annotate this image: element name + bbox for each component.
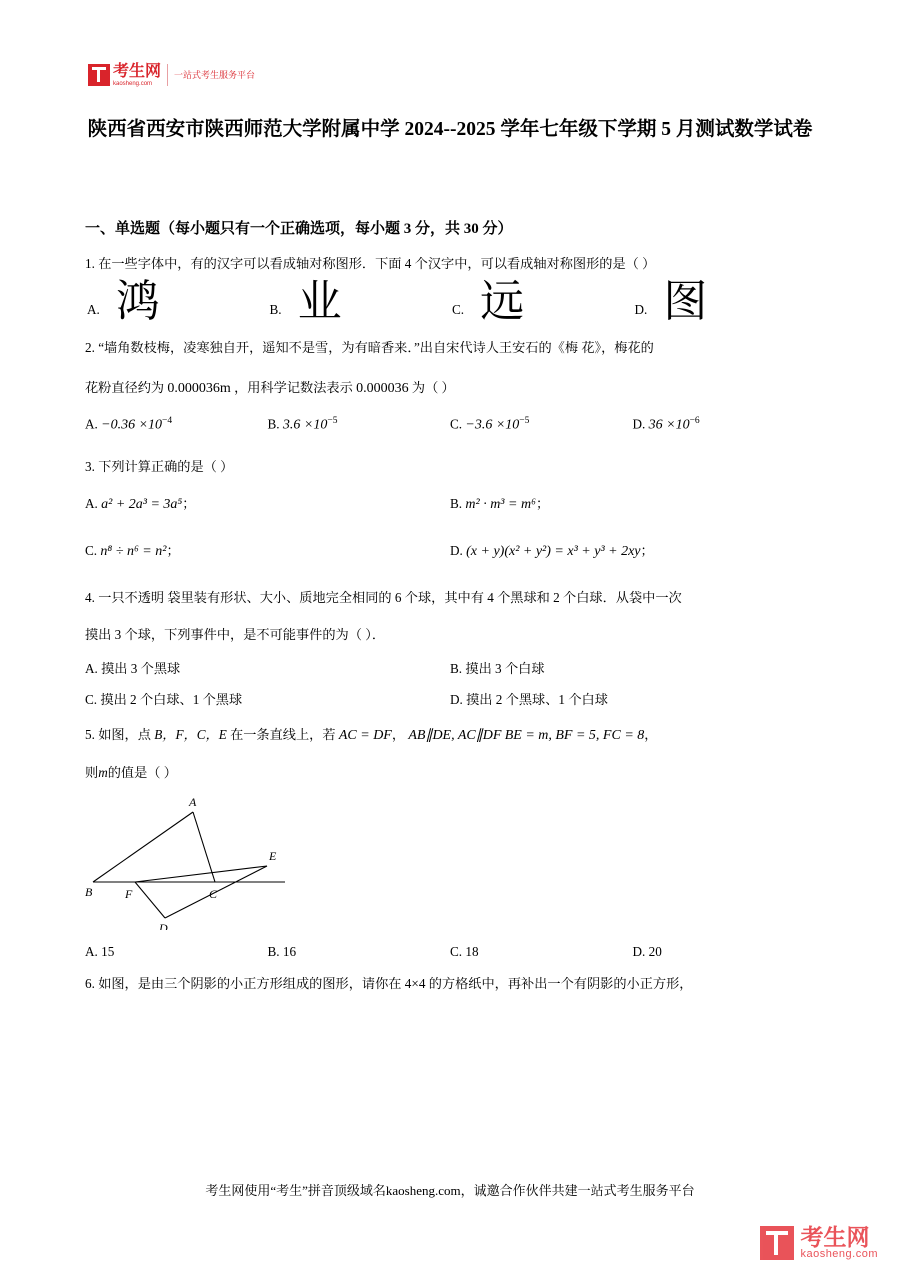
page-footer <box>0 1180 900 1199</box>
choice-text: 20 <box>648 943 662 959</box>
choice-base: 3.6 ×10 <box>282 417 328 433</box>
question-5-cond-1: AC = DF <box>338 728 392 744</box>
choice-label: C. <box>85 691 98 707</box>
question-2-text-2a: 花粉直径约为 <box>85 380 165 396</box>
choice-hanzi: 鸿 <box>115 276 160 326</box>
choice-formula: a² + 2a³ = 3a⁵ <box>101 496 183 512</box>
question-1-text: 在一些字体中，有的汉字可以看成轴对称图形．下面 4 个汉字中，可以看成轴对称图形的是（ ） <box>98 255 656 271</box>
choice-punct: ； <box>182 495 196 511</box>
q5-comma2: ， <box>644 727 658 743</box>
question-2-choices <box>85 414 815 435</box>
question-2-text-1: “墙角数枝梅，凌寒独自开，遥知不是雪，为有暗香来．”出自宋代诗人王安石的《梅 花》，梅花的 <box>98 339 654 355</box>
question-4-choice-d <box>450 690 815 710</box>
choice-text: 摸出 2 个黑球、1 个白球 <box>466 691 608 707</box>
question-4-number: 4. <box>85 589 95 605</box>
choice-text: 15 <box>101 943 115 959</box>
footer-domain: kaosheng.com <box>385 1183 461 1198</box>
question-5-cond-2: AB∥DE, AC∥DF <box>408 728 502 744</box>
choice-exponent: −5 <box>327 416 338 427</box>
question-3-stem <box>85 457 815 477</box>
choice-label: D. <box>450 542 463 558</box>
question-1-number: 1. <box>85 255 95 271</box>
choice-base: −0.36 ×10 <box>101 417 163 433</box>
choice-label: D. <box>634 302 648 318</box>
question-1-choices <box>85 276 815 326</box>
choice-label: B. <box>267 416 280 432</box>
choice-base: −3.6 ×10 <box>465 417 520 433</box>
choice-label: A. <box>85 495 98 511</box>
question-3-choices-row2 <box>85 541 815 562</box>
q5-comma1: ， <box>391 727 406 743</box>
section-heading: 一、单选题（每小题只有一个正确选项，每小题 3 分，共 30 分） <box>85 221 513 237</box>
question-3-choices-row1 <box>85 494 815 515</box>
question-5-choices <box>85 942 815 962</box>
choice-label: B. <box>267 943 280 959</box>
choice-label: C. <box>450 416 463 432</box>
logo-mark-icon <box>88 64 110 86</box>
watermark-text <box>800 1225 878 1261</box>
question-5-text-a: 如图，点 <box>98 727 151 743</box>
question-4-choices-row2 <box>85 690 815 710</box>
choice-label: B. <box>450 660 463 676</box>
question-2-value-1: 0.000036m <box>167 381 231 397</box>
question-5-choice-c <box>450 942 633 962</box>
question-5-var: m <box>98 765 108 781</box>
question-5-number: 5. <box>85 727 95 743</box>
question-6-text: 如图，是由三个阴影的小正方形组成的图形，请你在 4×4 的方格纸中，再补出一个有阴影的小正方形， <box>98 975 693 991</box>
watermark-mark-icon <box>760 1226 794 1260</box>
choice-base: 36 ×10 <box>648 417 690 433</box>
logo-text <box>113 64 161 87</box>
site-logo <box>88 60 255 90</box>
question-5-text-d: 的值是（ ） <box>107 765 177 781</box>
choice-text: 18 <box>465 943 479 959</box>
question-2-stem-line1 <box>85 338 815 358</box>
footer-text-b: ，诚邀合作伙伴共建一站式考生服务平台 <box>460 1183 695 1198</box>
choice-label: B. <box>450 495 463 511</box>
watermark-logo <box>760 1225 878 1261</box>
choice-formula: n⁸ ÷ n⁶ = n² <box>100 543 167 559</box>
exam-content <box>85 218 815 998</box>
choice-label: A. <box>85 943 98 959</box>
choice-hanzi: 业 <box>297 276 342 326</box>
question-1-choice-d <box>633 276 816 326</box>
svg-text:C: C <box>209 886 218 901</box>
question-5-choice-a <box>85 942 268 962</box>
question-2-choice-a <box>85 414 268 435</box>
choice-text: 摸出 2 个白球、1 个黑球 <box>100 691 243 707</box>
choice-hanzi: 远 <box>480 276 525 326</box>
question-1-choice-a <box>85 276 268 326</box>
question-2-choice-d <box>633 414 816 435</box>
question-5-stem-line2 <box>85 763 815 783</box>
svg-text:B: B <box>85 884 93 899</box>
geometry-diagram <box>85 790 345 930</box>
question-1-stem <box>85 254 815 274</box>
choice-punct: ； <box>166 542 180 558</box>
question-3-choice-c <box>85 541 450 562</box>
question-3-text: 下列计算正确的是（ ） <box>98 459 234 475</box>
choice-hanzi: 图 <box>663 276 708 326</box>
choice-text: 16 <box>282 943 297 959</box>
question-5-choice-b <box>268 942 451 962</box>
question-2-choice-c <box>450 414 633 435</box>
watermark-title: 考生网 <box>800 1224 870 1251</box>
choice-label: D. <box>632 416 646 432</box>
choice-punct: ； <box>640 542 654 558</box>
question-4-choices-row1 <box>85 659 815 679</box>
question-2-text-2c: 为（ ） <box>411 380 455 396</box>
question-4-stem-line2: 摸出 3 个球，下列事件中，是不可能事件的为（ ）． <box>85 627 386 643</box>
choice-formula: m² · m³ = m⁶ <box>465 496 536 512</box>
question-5-figure <box>85 790 815 936</box>
choice-exponent: −6 <box>689 416 700 427</box>
svg-text:A: A <box>189 794 197 809</box>
choice-label: C. <box>452 302 465 318</box>
question-2-choice-b <box>268 414 451 435</box>
choice-label: D. <box>450 691 463 707</box>
question-2-value-2: 0.000036 <box>356 381 409 397</box>
question-5-text-c: 则 <box>85 765 99 781</box>
question-3-choice-a <box>85 494 450 515</box>
choice-label: A. <box>87 302 100 318</box>
question-4-stem-line1 <box>85 588 815 608</box>
svg-text:F: F <box>125 886 133 901</box>
question-3-number: 3. <box>85 459 95 475</box>
logo-title: 考生网 <box>113 62 162 80</box>
question-5-text-b: 在一条直线上，若 <box>230 727 336 743</box>
watermark-domain: kaosheng.com <box>800 1248 878 1261</box>
question-2-number: 2. <box>85 339 95 355</box>
question-6-stem <box>85 974 815 994</box>
question-6-number: 6. <box>85 975 95 991</box>
svg-text:E: E <box>269 848 277 863</box>
question-4-choice-b <box>450 659 815 679</box>
logo-tagline: 一站式考生服务平台 <box>167 64 255 86</box>
question-3-choice-d <box>450 541 815 562</box>
choice-exponent: −5 <box>519 416 530 427</box>
question-5-points: B，F，C，E <box>154 727 227 743</box>
svg-text:D: D <box>159 920 168 930</box>
question-5-choice-d <box>633 942 816 962</box>
choice-label: A. <box>85 416 98 432</box>
page-title: 陕西省西安市陕西师范大学附属中学 2024--2025 学年七年级下学期 5 月测试数学试卷 <box>87 119 813 140</box>
choice-exponent: −4 <box>162 416 173 427</box>
question-4-text-1: 一只不透明 袋里装有形状、大小、质地完全相同的 6 个球，其中有 4 个黑球和 2 个白球．从袋中一次 <box>98 589 682 605</box>
choice-text: 摸出 3 个白球 <box>465 660 545 676</box>
choice-text: 摸出 3 个黑球 <box>101 660 181 676</box>
choice-label: C. <box>85 542 98 558</box>
question-1-choice-c <box>450 276 633 326</box>
question-4-choice-c <box>85 690 450 710</box>
question-3-choice-b <box>450 494 815 515</box>
footer-text-a: 考生网使用“考生”拼音顶级域名 <box>205 1183 386 1198</box>
question-5-cond-3: BE = m, BF = 5, FC = 8 <box>504 728 645 744</box>
choice-formula: (x + y)(x² + y²) = x³ + y³ + 2xy <box>466 543 641 559</box>
question-5-stem-line1 <box>85 725 815 747</box>
question-4-choice-a <box>85 659 450 679</box>
choice-label: A. <box>85 660 98 676</box>
choice-label: B. <box>269 302 282 318</box>
question-1-choice-b <box>268 276 451 326</box>
question-2-text-2b: ，用科学记数法表示 <box>234 380 353 396</box>
choice-label: D. <box>632 943 646 959</box>
question-2-stem-line2 <box>85 378 815 400</box>
choice-punct: ； <box>535 495 550 511</box>
choice-label: C. <box>450 943 463 959</box>
logo-domain: kaosheng.com <box>113 80 153 87</box>
